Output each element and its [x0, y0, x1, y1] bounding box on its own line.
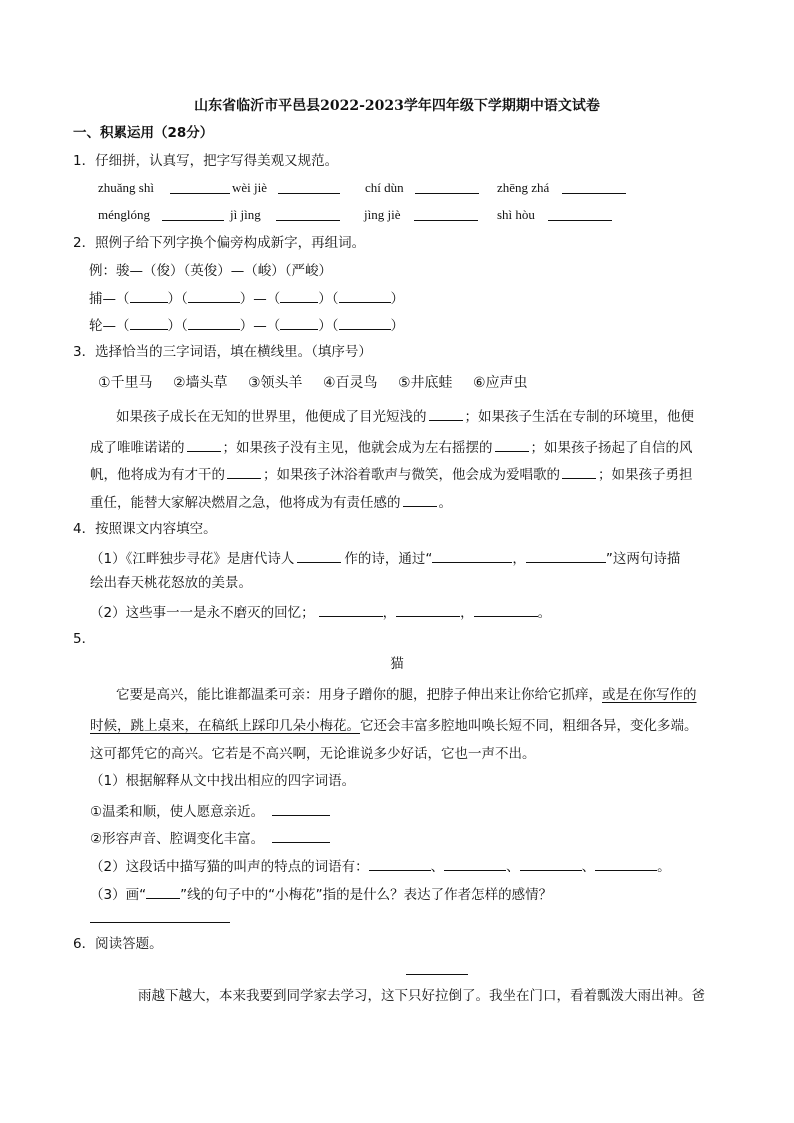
- q3-blank-1[interactable]: [429, 406, 463, 421]
- q2-row-1-char: 捕—（: [89, 291, 130, 307]
- q5-passage-title: 猫: [390, 656, 404, 672]
- q3-text: 。: [438, 495, 452, 511]
- q3-text: ；如果孩子扬起了自信的风: [530, 440, 693, 456]
- q3-para-line-4: [90, 492, 452, 512]
- q5-blank-1a[interactable]: [272, 801, 330, 816]
- q2-stem: 2．照例子给下列字换个偏旁构成新字，再组词。: [73, 235, 366, 251]
- q5-passage-line-2: [90, 717, 698, 735]
- q3-option-6: ⑥应声虫: [473, 375, 528, 391]
- q3-text: ；如果孩子生活在专制的环境里，他便: [464, 409, 694, 425]
- q3-text: ；如果孩子勇担: [598, 467, 693, 483]
- q5-blank-2[interactable]: [369, 856, 431, 871]
- q2-example: 例：骏—（俊）（英俊）—（峻）（严峻）: [89, 263, 332, 279]
- q5-text: （2）这段话中描写猫的叫声的特点的词语有：: [90, 859, 369, 875]
- q1-pinyin-6: jì jìng: [230, 207, 261, 222]
- q3-option-4: ④百灵鸟: [323, 375, 378, 391]
- q5-blank-2[interactable]: [444, 856, 506, 871]
- q4-blank-line-b[interactable]: [526, 548, 606, 563]
- q1-pinyin-4: zhēng zhá: [497, 180, 550, 195]
- q2-blank[interactable]: [339, 288, 391, 303]
- q5-sub-1: （1）根据解释从文中找出相应的四字词语。: [90, 773, 356, 789]
- q3-text: 如果孩子成长在无知的世界里，他便成了目光短浅的: [116, 409, 427, 425]
- q3-option-1: ①千里马: [98, 375, 153, 391]
- q3-blank-6[interactable]: [403, 492, 437, 507]
- q4-text: ，: [382, 605, 397, 621]
- q1-pinyin-1: zhuǎng shì: [98, 180, 154, 195]
- q4-sub-2: [90, 602, 551, 622]
- q4-text: （1）《江畔独步寻花》是唐代诗人: [90, 551, 295, 567]
- q5-text: 、: [581, 859, 596, 875]
- q4-text: 。: [537, 605, 552, 621]
- q4-text: ，: [460, 605, 474, 621]
- q4-text: 作的诗，通过“: [344, 551, 433, 567]
- q1-blank-7[interactable]: [414, 220, 478, 221]
- q3-text: 成了唯唯诺诺的: [90, 440, 185, 456]
- q1-blank-8[interactable]: [548, 220, 612, 221]
- q1-blank-6[interactable]: [276, 220, 340, 221]
- page-title: 山东省临沂市平邑县2022-2023学年四年级下学期期中语文试卷: [194, 98, 600, 114]
- q3-text: 帆，他将成为有才干的: [90, 467, 225, 483]
- q5-underline-sample: [146, 884, 180, 899]
- q5-text: 、: [430, 859, 445, 875]
- q1-blank-4[interactable]: [562, 193, 626, 194]
- q3-blank-3[interactable]: [495, 437, 529, 452]
- q4-sub-1-line-2: 绘出春天桃花怒放的美景。: [90, 575, 252, 591]
- q2-blank[interactable]: [130, 288, 168, 303]
- q3-option-3: ③领头羊: [248, 375, 303, 391]
- q2-blank[interactable]: [339, 315, 391, 330]
- q4-sub-1-line-1: [90, 548, 680, 568]
- q6-title-blank[interactable]: [406, 974, 468, 975]
- q6-passage-line-1: 雨越下越大，本来我要到同学家去学习，这下只好拉倒了。我坐在门口，看着瓢泼大雨出神。爸: [138, 988, 705, 1004]
- q5-text: ①温柔和顺，使人愿意亲近。: [90, 804, 265, 820]
- q1-pinyin-7: jìng jiè: [364, 207, 401, 222]
- q2-row-2: 轮—（ ）（ ）—（ ）（ ）: [89, 315, 404, 335]
- q5-number: 5．: [73, 631, 96, 647]
- q2-blank[interactable]: [130, 315, 168, 330]
- q5-text: 它还会丰富多腔地叫唤长短不同，粗细各异，变化多端。: [360, 718, 698, 734]
- q3-text: ；如果孩子没有主见，他就会成为左右摇摆的: [222, 440, 493, 456]
- q5-text: 它要是高兴，能比谁都温柔可亲：用身子蹭你的腿，把脖子伸出来让你给它抓痒，: [116, 687, 602, 703]
- q2-row-2-char: 轮—（: [89, 318, 130, 334]
- q3-blank-4[interactable]: [227, 464, 261, 479]
- q5-underlined-sentence: 或是在你写作的: [602, 687, 697, 703]
- q5-sub-2: [90, 856, 671, 876]
- q1-stem: 1．仔细拼，认真写，把字写得美观又规范。: [73, 153, 339, 169]
- q1-blank-2[interactable]: [278, 193, 340, 194]
- q3-blank-2[interactable]: [187, 437, 221, 452]
- q3-text: ；如果孩子沐浴着歌声与微笑，他会成为爱唱歌的: [263, 467, 560, 483]
- q3-text: 重任，能替大家解决燃眉之急，他将成为有责任感的: [90, 495, 401, 511]
- q3-para-line-2: [90, 437, 693, 457]
- q4-blank-memory-3[interactable]: [474, 602, 538, 617]
- q5-underlined-sentence: 时候，跳上桌来，在稿纸上踩印几朵小梅花。: [90, 718, 360, 734]
- q5-sub-1b: [90, 828, 330, 848]
- q2-blank[interactable]: [188, 288, 240, 303]
- q2-blank[interactable]: [188, 315, 240, 330]
- q6-stem: 6．阅读答题。: [73, 936, 163, 952]
- q4-stem: 4．按照课文内容填空。: [73, 521, 217, 537]
- q5-text: ②形容声音、腔调变化丰富。: [90, 831, 265, 847]
- q5-blank-2[interactable]: [595, 856, 657, 871]
- q5-passage-line-3: 这可都凭它的高兴。它若是不高兴啊，无论谁说多少好话，它也一声不出。: [90, 746, 536, 762]
- q5-answer-line[interactable]: [90, 922, 230, 923]
- q5-sub-3: [90, 884, 552, 904]
- q5-blank-1b[interactable]: [272, 828, 330, 843]
- q1-pinyin-5: ménglóng: [98, 207, 150, 222]
- q1-blank-5[interactable]: [162, 220, 224, 221]
- q1-pinyin-3: chí dùn: [365, 180, 404, 195]
- q5-text: 、: [506, 859, 520, 875]
- q5-text: 。: [657, 859, 671, 875]
- q5-text: ”线的句子中的“小梅花”指的是什么？表达了作者怎样的感情？: [180, 887, 553, 903]
- q3-option-2: ②墙头草: [173, 375, 228, 391]
- section-heading: 一、积累运用（28分）: [73, 125, 214, 141]
- q2-row-1: 捕—（ ）（ ）—（ ）（ ）: [89, 288, 404, 308]
- q5-sub-1a: [90, 801, 330, 821]
- q4-blank-poet[interactable]: [297, 548, 341, 563]
- q1-pinyin-2: wèi jiè: [232, 180, 268, 195]
- q2-blank[interactable]: [280, 288, 318, 303]
- q1-pinyin-8: shì hòu: [497, 207, 535, 222]
- q3-option-5: ⑤井底蛙: [398, 375, 453, 391]
- q1-blank-3[interactable]: [415, 193, 479, 194]
- q4-blank-memory-1[interactable]: [319, 602, 383, 617]
- q4-blank-memory-2[interactable]: [396, 602, 460, 617]
- q3-blank-5[interactable]: [562, 464, 596, 479]
- q1-blank-1[interactable]: [170, 193, 230, 194]
- q5-passage-line-1: [116, 686, 697, 704]
- q4-blank-line-a[interactable]: [432, 548, 512, 563]
- q3-para-line-1: [116, 406, 694, 426]
- q4-text: （2）这些事一一是永不磨灭的回忆；: [90, 605, 315, 621]
- q5-blank-2[interactable]: [520, 856, 582, 871]
- q4-text: ”这两句诗描: [605, 551, 681, 567]
- q3-stem: 3．选择恰当的三字词语，填在横线里。（填序号）: [73, 344, 372, 360]
- q3-para-line-3: [90, 464, 693, 484]
- q2-blank[interactable]: [280, 315, 318, 330]
- q5-text: （3）画“: [90, 887, 147, 903]
- q4-text: ，: [512, 551, 526, 567]
